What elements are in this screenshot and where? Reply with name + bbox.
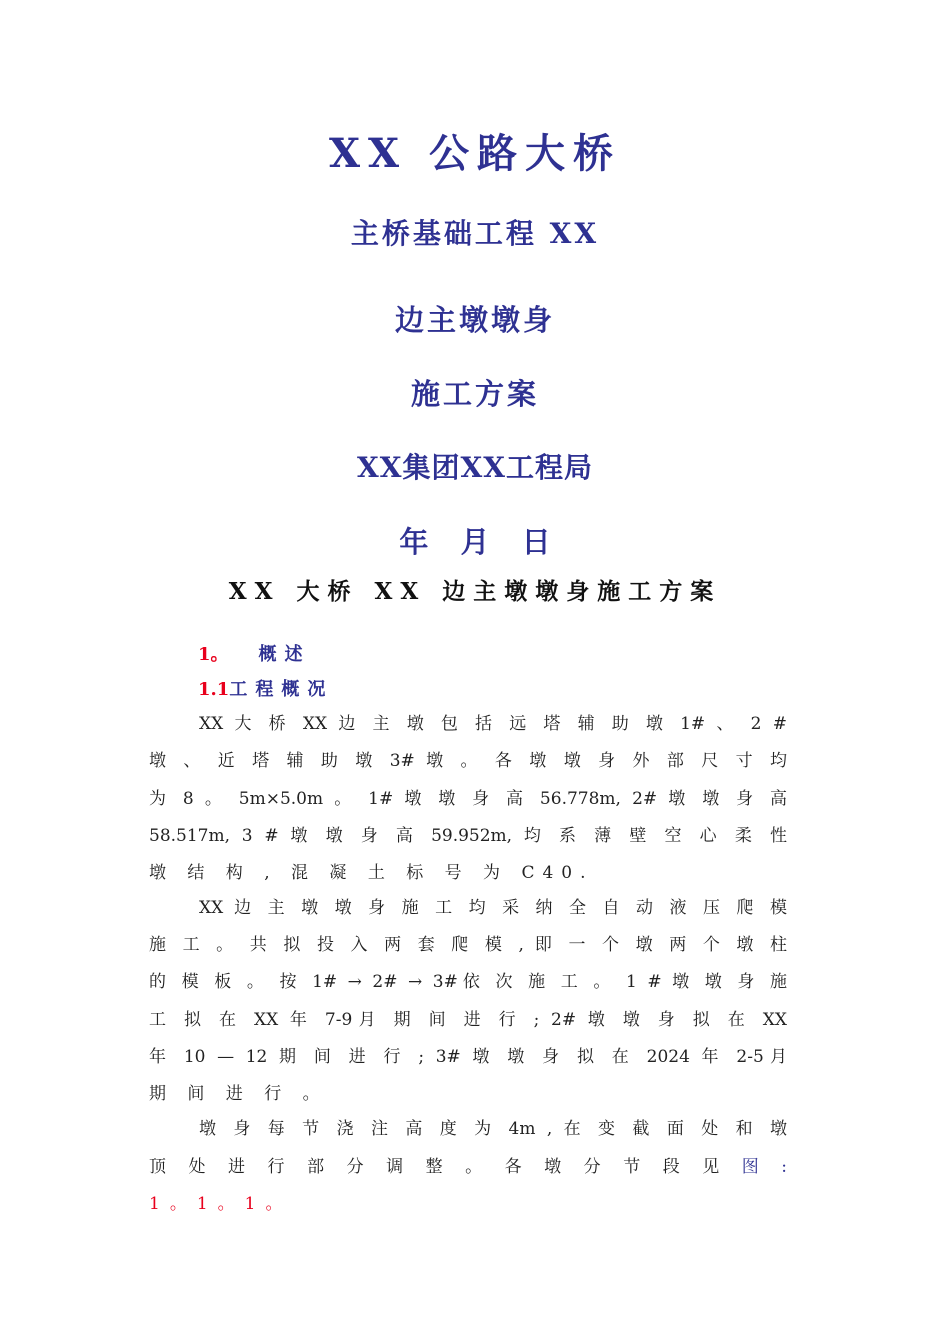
cover-title: XX 公路大桥 xyxy=(329,130,621,177)
paragraph-line: 为 8 。 5m×5.0m 。 1# 墩 墩 身 高 56.778m, 2# 墩 墩 身 高 xyxy=(149,789,787,809)
cover-subtitle-project: 主桥基础工程 XX xyxy=(350,217,600,250)
paragraph-line: 墩 、 近 塔 辅 助 墩 3# 墩 。 各 墩 墩 身 外 部 尺 寸 均 xyxy=(149,751,787,771)
paragraph-line: 58.517m, 3 # 墩 墩 身 高 59.952m, 均 系 薄 壁 空 心 柔 性 xyxy=(149,826,787,846)
paragraph-line: XX 大 桥 XX 边 主 墩 包 括 远 塔 辅 助 墩 1# 、 2 # xyxy=(199,714,787,734)
paragraph-line xyxy=(149,1152,787,1177)
paragraph-line: 墩 身 每 节 浇 注 高 度 为 4m , 在 变 截 面 处 和 墩 xyxy=(199,1119,787,1139)
paragraph-line: 墩 结 构 , 混 凝 土 标 号 为 C40. xyxy=(149,863,594,883)
paragraph-text: 顶 处 进 行 部 分 调 整 。 各 墩 分 节 段 见 xyxy=(149,1157,728,1177)
cover-subtitle-pier: 边主墩墩身 xyxy=(394,303,555,337)
paragraph-line: 的 模 板 。 按 1# → 2# → 3#依 次 施 工 。 1 # 墩 墩 身 施 xyxy=(149,972,787,992)
section-title: 工程概况 xyxy=(229,679,334,700)
paragraph-line: 期 间 进 行 。 xyxy=(149,1084,328,1104)
document-title: XX 大桥 XX 边主墩墩身施工方案 xyxy=(228,578,722,605)
section-heading-1 xyxy=(198,640,311,666)
figure-number: 1。1。1。 xyxy=(149,1194,293,1214)
cover-date: 年 月 日 xyxy=(399,525,551,559)
cover-subtitle-plan: 施工方案 xyxy=(410,377,539,411)
paragraph-line: 年 10 — 12 期 间 进 行 ; 3# 墩 墩 身 拟 在 2024 年 2-5月 xyxy=(149,1047,787,1067)
paragraph-line: 工 拟 在 XX 年 7-9月 期 间 进 行 ; 2# 墩 墩 身 拟 在 XX xyxy=(149,1010,787,1030)
section-number: 1。 xyxy=(198,644,229,665)
figure-reference-link[interactable]: 图 : xyxy=(741,1157,787,1177)
cover-organization: XX集团XX工程局 xyxy=(357,451,593,484)
section-heading-1-1 xyxy=(198,675,333,701)
paragraph-line: 施 工 。 共 拟 投 入 两 套 爬 模 , 即 一 个 墩 两 个 墩 柱 xyxy=(149,935,787,955)
section-number: 1.1 xyxy=(198,679,230,700)
paragraph-line: XX 边 主 墩 墩 身 施 工 均 采 纳 全 自 动 液 压 爬 模 xyxy=(199,898,787,918)
section-title: 概述 xyxy=(258,644,311,665)
